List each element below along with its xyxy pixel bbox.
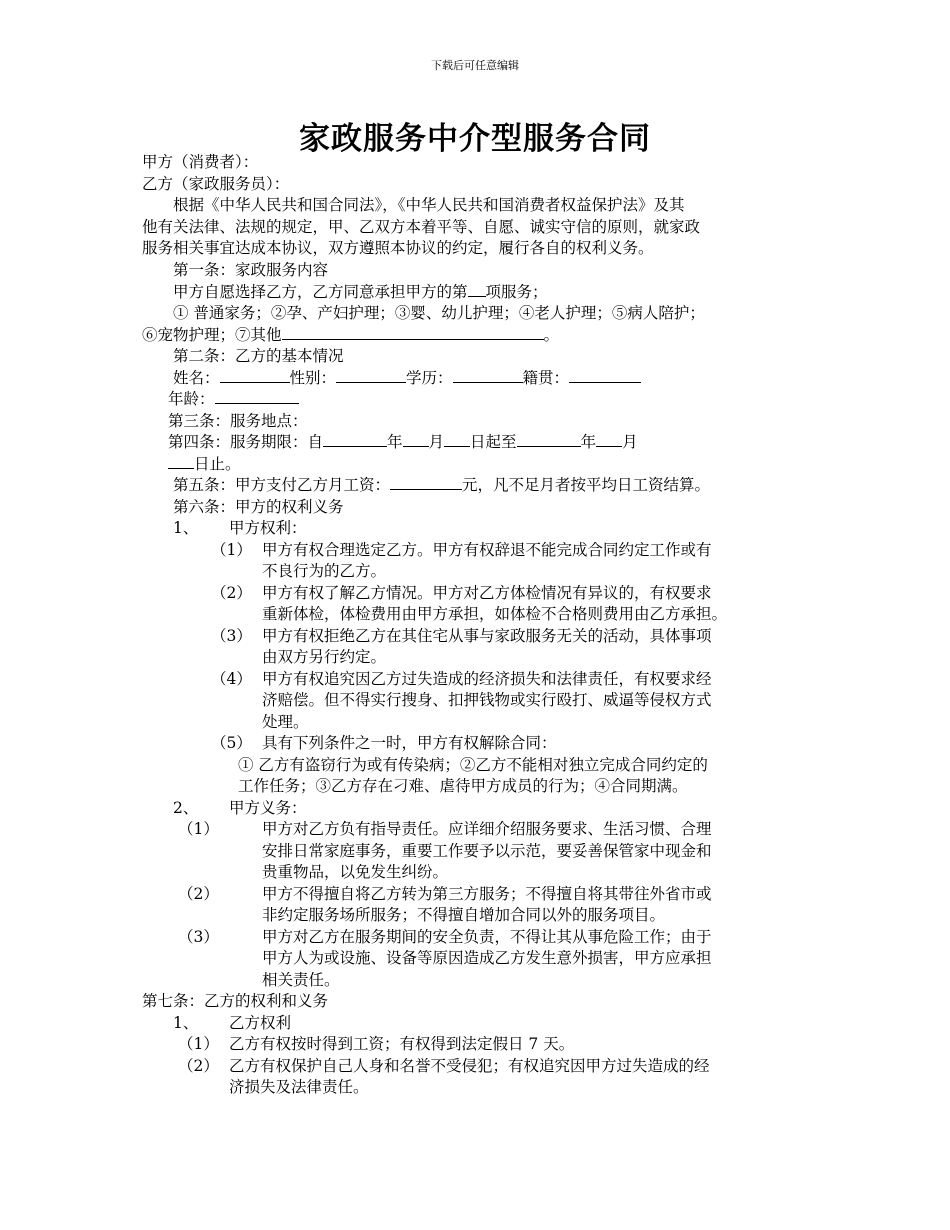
clause-number: （5） [211, 734, 252, 752]
clause-text: 甲方不得擅自将乙方转为第三方服务；不得擅自将其带往外省市或 [262, 885, 712, 903]
clause-text: 甲方有权追究因乙方过失造成的经济损失和法律责任，有权要求经 [262, 670, 712, 688]
clause-text: 甲方对乙方负有指导责任。应详细介绍服务要求、生活习惯、合理 [262, 820, 712, 838]
preamble-line: 服务相关事宜达成本协议，双方遵照本协议的约定，履行各自的权利义务。 [142, 239, 654, 257]
clause-text: 济赔偿。但不得实行搜身、扣押钱物或实行殴打、威逼等侵权方式 [262, 691, 712, 709]
page-header: 下载后可任意编辑 [431, 59, 519, 72]
document-title: 家政服务中介型服务合同 [299, 121, 651, 157]
clause-text: 不良行为的乙方。 [262, 562, 387, 580]
clause-text: 甲方有权拒绝乙方在其住宅从事与家政服务无关的活动，具体事项 [262, 627, 712, 645]
section-heading: 乙方权利 [229, 1014, 292, 1032]
clause-text: 贵重物品，以免发生纠纷。 [262, 863, 449, 881]
article-6-heading: 第六条：甲方的权利义务 [173, 498, 344, 516]
service-options-line: ⑥宠物护理；⑦其他 。 [142, 326, 560, 344]
article-3-line: 第三条：服务地点： [168, 412, 308, 430]
article-4-line: 第四条：服务期限：自 年 月 日起至 年 月 [168, 433, 638, 451]
clause-text: 重新体检，体检费用由甲方承担，如体检不合格则费用由乙方承担。 [262, 605, 728, 623]
article-1-text: 甲方自愿选择乙方，乙方同意承担甲方的第 项服务； [173, 283, 548, 301]
section-number: 1、 [173, 1014, 199, 1032]
article-4-line: 日止。 [168, 454, 241, 474]
age-line: 年龄： [168, 389, 299, 409]
party-a-line: 甲方（消费者）： [142, 153, 259, 171]
clause-number: （1） [178, 1035, 219, 1053]
clause-text: 甲方人为或设施、设备等原因造成乙方发生意外损害，甲方应承担 [262, 949, 712, 967]
service-number-blank[interactable] [468, 282, 486, 297]
clause-number: （1） [178, 820, 219, 838]
end-year-blank[interactable] [517, 432, 581, 447]
gender-blank[interactable] [336, 368, 406, 383]
clause-number: （1） [211, 541, 252, 559]
article-2-heading: 第二条：乙方的基本情况 [173, 347, 344, 365]
clause-number: （3） [211, 627, 252, 645]
clause-number: （2） [178, 1057, 219, 1075]
article-1-heading: 第一条：家政服务内容 [173, 261, 329, 279]
section-heading: 甲方权利： [229, 519, 307, 537]
article-5-line: 第五条：甲方支付乙方月工资： 元，凡不足月者按平均日工资结算。 [173, 476, 711, 494]
end-day-blank[interactable] [168, 454, 194, 469]
end-month-blank[interactable] [596, 432, 622, 447]
clause-text: 具有下列条件之一时，甲方有权解除合同： [262, 734, 557, 752]
clause-number: （2） [211, 584, 252, 602]
education-blank[interactable] [453, 368, 523, 383]
clause-text: ① 乙方有盗窃行为或有传染病；②乙方不能相对独立完成合同约定的 [238, 756, 708, 774]
clause-text: 相关责任。 [262, 971, 340, 989]
start-year-blank[interactable] [323, 432, 387, 447]
preamble-line: 根据《中华人民共和国合同法》，《中华人民共和国消费者权益保护法》及其 [173, 196, 685, 214]
article-7-heading: 第七条：乙方的权利和义务 [142, 992, 329, 1010]
name-blank[interactable] [220, 368, 290, 383]
other-service-blank[interactable] [282, 325, 544, 340]
clause-text: 乙方有权保护自己人身和名誉不受侵犯；有权追究因甲方过失造成的经 [229, 1057, 710, 1075]
clause-text: 甲方有权了解乙方情况。甲方对乙方体检情况有异议的，有权要求 [262, 584, 712, 602]
salary-blank[interactable] [390, 475, 462, 490]
basic-info-line: 姓名： 性别： 学历： 籍贯： [173, 368, 641, 388]
clause-number: （2） [178, 885, 219, 903]
clause-text: 安排日常家庭事务，重要工作要予以示范，要妥善保管家中现金和 [262, 842, 712, 860]
native-place-blank[interactable] [569, 368, 641, 383]
clause-text: 甲方有权合理选定乙方。甲方有权辞退不能完成合同约定工作或有 [262, 541, 712, 559]
clause-text: 济损失及法律责任。 [229, 1078, 369, 1096]
section-heading: 甲方义务： [229, 799, 307, 817]
clause-text: 非约定服务场所服务；不得擅自增加合同以外的服务项目。 [262, 906, 666, 924]
service-options-line: ① 普通家务；②孕、产妇护理；③婴、幼儿护理；④老人护理；⑤病人陪护； [173, 304, 705, 322]
preamble-line: 他有关法律、法规的规定，甲、乙双方本着平等、自愿、诚实守信的原则，就家政 [142, 218, 701, 236]
clause-number: （3） [178, 928, 219, 946]
clause-text: 乙方有权按时得到工资；有权得到法定假日 7 天。 [229, 1035, 575, 1053]
party-b-line: 乙方（家政服务员）： [142, 175, 290, 193]
age-blank[interactable] [215, 389, 299, 404]
clause-text: 由双方另行约定。 [262, 648, 387, 666]
clause-text: 处理。 [262, 713, 309, 731]
start-day-blank[interactable] [444, 432, 470, 447]
start-month-blank[interactable] [403, 432, 429, 447]
clause-text: 甲方对乙方在服务期间的安全负责，不得让其从事危险工作；由于 [262, 928, 712, 946]
clause-number: （4） [211, 670, 252, 688]
section-number: 2、 [173, 799, 199, 817]
clause-text: 工作任务；③乙方存在刁难、虐待甲方成员的行为；④合同期满。 [238, 777, 688, 795]
section-number: 1、 [173, 519, 199, 537]
